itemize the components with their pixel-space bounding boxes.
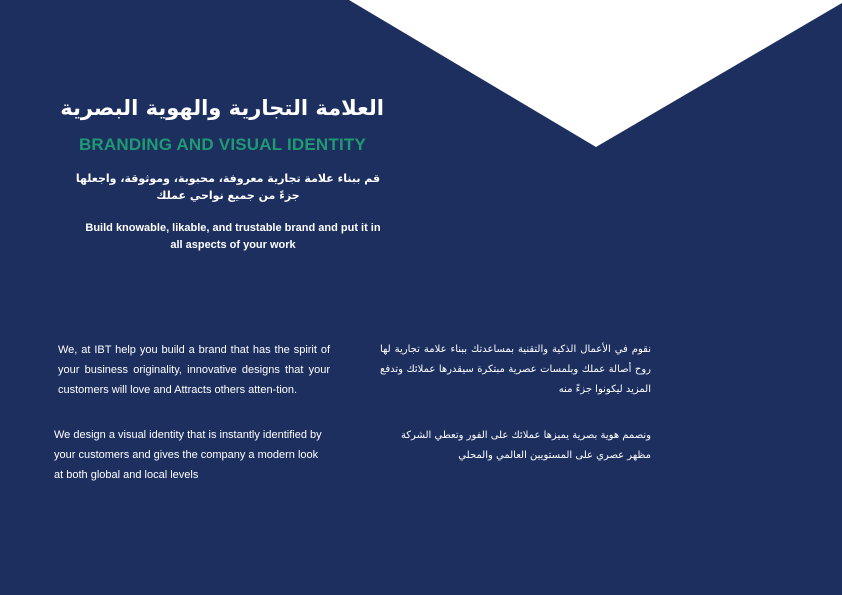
title-arabic: العلامة التجارية والهوية البصرية [60,96,384,120]
subtitle-arabic: قم ببناء علامة تجارية معروفة، محبوبة، وموثوقة، واجعلها جزءً من جميع نواحي عملك [75,172,381,202]
english-paragraph-1: We, at IBT help you build a brand that has the spirit of your business originality, innovative designs that your customers will love and Attracts others atten-tion. [58,344,330,396]
subtitle-english: Build knowable, likable, and trustable brand and put it in all aspects of your work [85,222,381,251]
english-paragraph-2: We design a visual identity that is instantly identified by your customers and gives the company a modern look at both global and local levels [54,429,322,481]
arabic-paragraph-2: ونصمم هوية بصرية يميزها عملائك على الفور وتعطي الشركة مظهر عصري على المستويين العالمي والمحلي [400,430,651,461]
title-english: BRANDING AND VISUAL IDENTITY [78,135,366,154]
white-triangle-shape [349,0,842,147]
arabic-paragraph-1: نقوم في الأعمال الذكية والتقنية بمساعدتك ببناء علامة تجارية لها روح أصالة عملك وبلمسات عصرية مبتكرة سيقدرها عملائك وتدفع المزيد ليكونوا جزءً منه [380,344,651,395]
